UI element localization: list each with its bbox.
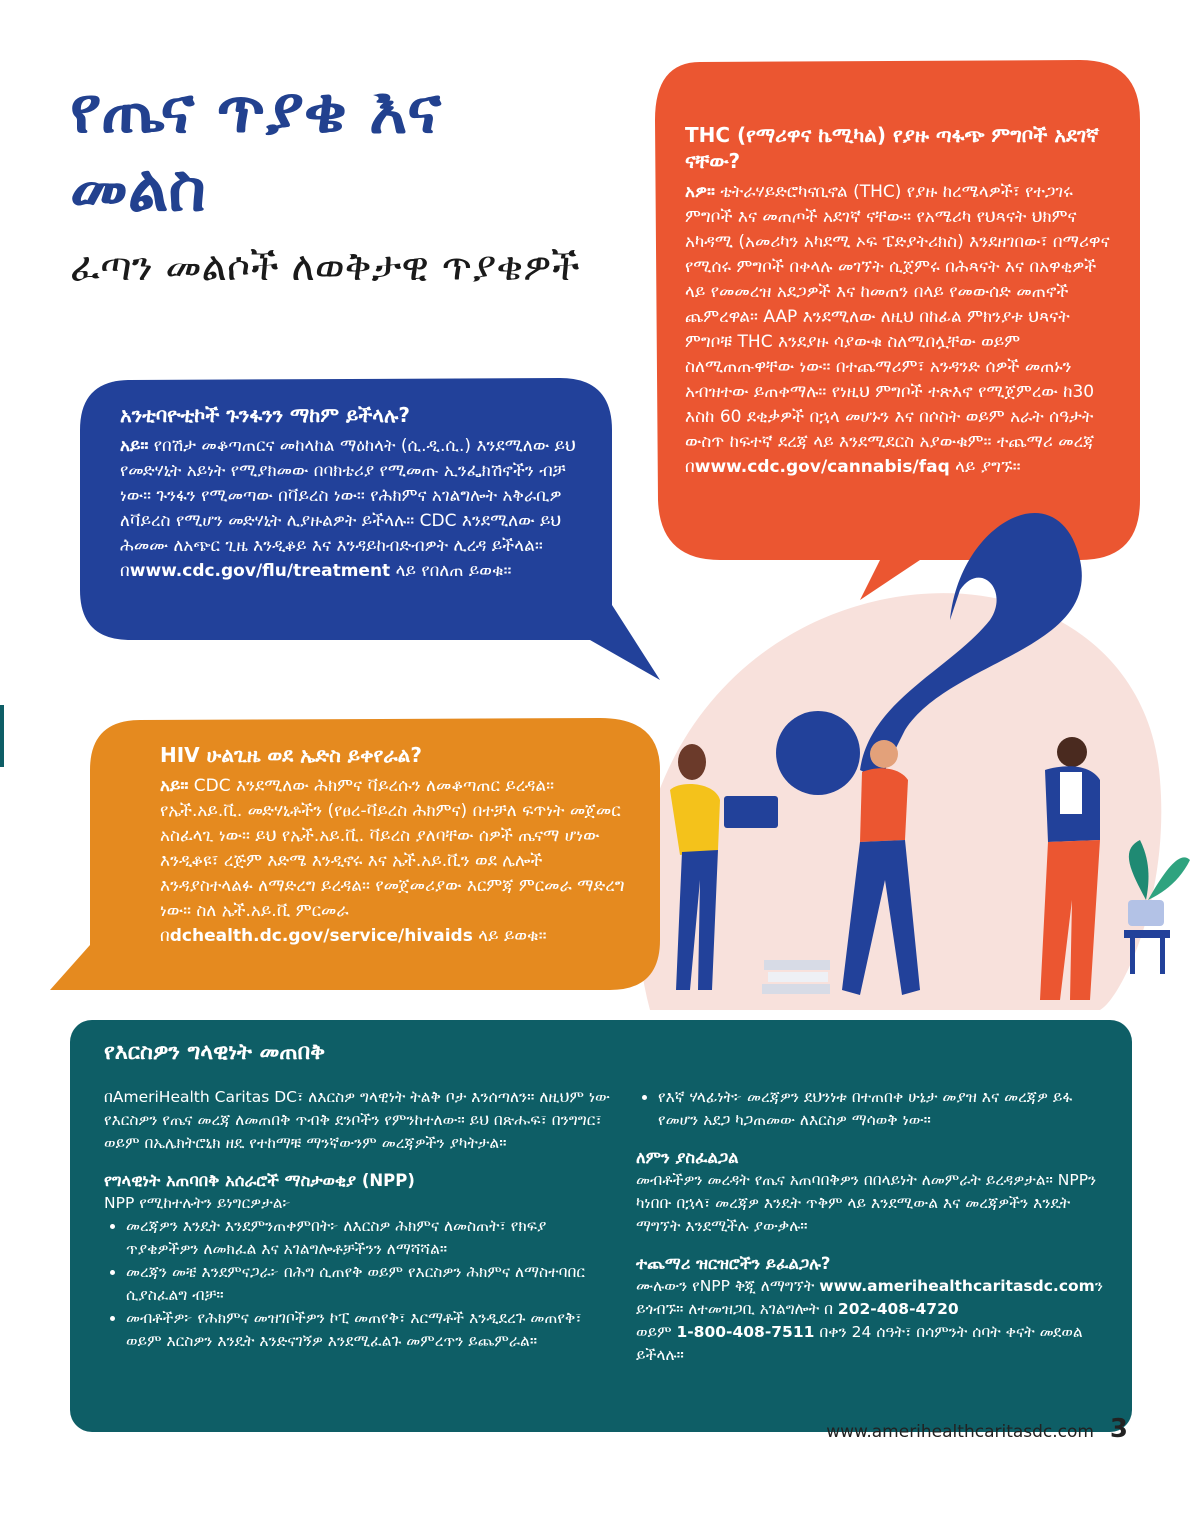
thc-answer-tail: ላይ ያግኙ። [949, 457, 1021, 477]
list-item: • መረጃን መቼ እንደምናጋራ፦ በሕግ ሲጠየቅ ወይም የእርስዎን ሕክምና ለማስተባበር ሲያስፈልግ ብቻ። [126, 1261, 612, 1307]
npp-bullet-list-continued [636, 1086, 1116, 1132]
antibiotics-answer [120, 434, 590, 584]
more-text-part: በቀን 24 ሰዓት፣ በሳምንት ሰባት ቀናት መደወል ይችላሉ። [636, 1323, 1083, 1364]
npp-intro: NPP የሚከተሉትን ይነግርዎታል፦ [104, 1194, 291, 1212]
why-heading: ለምን ያስፈልጋል [636, 1148, 739, 1167]
privacy-left-column [104, 1086, 612, 1353]
hiv-question: HIV ሁልጊዜ ወደ ኤድስ ይቀየራል? [160, 743, 422, 767]
books-icon [762, 960, 830, 994]
why-text: መብቶችዎን መረዳት የጤና አጠባበቅዎን በበላይነት ለመምራት ይረዳዎታል። NPPን ካነበቡ በኋላ፣ መረጃዎ እንዴት ጥቅም ላይ እንደሚውል እና መረጃዎችን እንዴት ማግኘት እንደሚችሉ ያውቃሉ። [636, 1171, 1097, 1235]
website-link[interactable]: www.amerihealthcaritasdc.com [819, 1277, 1095, 1295]
page-title: የጤና ጥያቄ እና መልስ [70, 74, 442, 226]
list-item: • መረጃዎን እንዴት እንደምንጠቀምበት፦ ለእርስዎ ሕክምና ለመስጠት፣ የክፍያ ጥያቄዎችዎን ለመክፈል እና አገልግሎቶቻችንን ለማሻሻል። [126, 1215, 612, 1261]
thc-answer-lead: አዎ። [685, 182, 715, 202]
more-text-part: ሙሉውን የNPP ቅጂ ለማግኘት [636, 1277, 820, 1295]
antibiotics-answer-lead: አይ። [120, 436, 149, 456]
antibiotics-answer-body: የበሽታ መቆጣጠርና መከላከል ማዕከላት (ሲ.ዲ.ሲ.) እንደሚለው ይህ የመድሃኒት አይነት የሚያክመው በባክቴሪያ የሚመጡ ኢንፌክሽኖችን ብቻ ነው። ጉንፋን የሚመጣው በቫይረስ ነው። የሕክምና አገልግሎት አቅራቢዎ ለቫይረስ የሚሆን መድሃኒት ሊያዙልዎት ይችላሉ። CDC እንደሚለው ይህ ሕመሙ ለአጭር ጊዜ እንዲቆይ እና እንዳይከብድብዎት ሊረዳ ይችላል። በ [120, 436, 576, 581]
more-heading: ተጨማሪ ዝርዝሮችን ይፈልጋሉ? [636, 1254, 831, 1273]
list-item: • የእኛ ሃላፊነት፦ መረጃዎን ደህንነቱ በተጠበቀ ሁኔታ መያዝ እና መረጃዎ ይፋ የመሆን አደጋ ካጋጠመው ለእርስዎ ማሳወቅ ነው። [658, 1086, 1116, 1132]
page-number: 3 [1109, 1414, 1128, 1444]
question-dot-icon [776, 711, 860, 795]
more-text-part: ን ይጎብኙ። ለተመዝጋቢ አገልግሎት በ [636, 1277, 1103, 1318]
hiv-link[interactable]: dchealth.dc.gov/service/hivaids [169, 926, 473, 946]
antibiotics-bubble [120, 402, 590, 584]
footer-url[interactable]: www.amerihealthcaritasdc.com [826, 1422, 1094, 1442]
thc-answer [685, 180, 1110, 480]
phone-link[interactable]: 1-800-408-7511 [676, 1323, 815, 1341]
antibiotics-question: አንቲባዮቲኮች ጉንፋንን ማከም ይችላሉ? [120, 403, 410, 427]
hiv-bubble [160, 742, 640, 949]
thc-link[interactable]: www.cdc.gov/cannabis/faq [694, 457, 950, 477]
thc-bubble [685, 122, 1110, 480]
privacy-intro: በAmeriHealth Caritas DC፣ ለእርስዎ ግላዊነት ትልቅ ቦታ እንሰጣለን። ለዚህም ነው የእርስዎን የጤና መረጃ ለመጠበቅ ጥብቅ ደንቦችን የምንከተለው። ይህ በጽሑፍ፣ በንግግር፣ ወይም በኤሌክትሮኒክ ዘዴ የተከማቹ ማንኛውንም መረጃዎችን ያካትታል። [104, 1088, 610, 1152]
privacy-right-column [636, 1086, 1116, 1367]
list-item: • መብቶችዎ፦ የሕክምና መዝገቦችዎን ኮፒ መጠየቅ፣ እርማቶች እንዲደረጉ መጠየቅ፣ ወይም እርስዎን እንዴት እንድናገኝዎ እንደሚፈልጉ መምረጥን ይጨምራል። [126, 1307, 612, 1353]
hiv-answer-tail: ላይ ይወቁ። [472, 926, 547, 946]
antibiotics-answer-tail: ላይ የበለጠ ይወቁ። [390, 561, 512, 581]
npp-heading: የግላዊነት አጠባበቅ አሰራሮች ማስታወቂያ (NPP) [104, 1171, 415, 1190]
antibiotics-link[interactable]: www.cdc.gov/flu/treatment [129, 561, 391, 581]
privacy-title: የእርስዎን ግላዊነት መጠበቅ [104, 1040, 326, 1065]
hiv-answer-lead: አይ። [160, 776, 189, 796]
npp-bullet-list [104, 1215, 612, 1353]
more-text [636, 1275, 1116, 1367]
thc-question: THC (የማሪዋና ኬሚካል) የያዙ ጣፋጭ ምግቦች አደገኛ ናቸው? [685, 123, 1099, 173]
phone-link[interactable]: 202-408-4720 [837, 1300, 959, 1318]
page-subtitle: ፈጣን መልሶች ለወቅታዊ ጥያቄዎች [70, 244, 580, 290]
hiv-answer-body: CDC እንደሚለው ሕክምና ቫይረሱን ለመቆጣጠር ይረዳል። የኤች.አይ.ቪ. መድሃኒቶችን (የፀረ-ቫይረስ ሕክምና) በተቻለ ፍጥነት መጀመር አስፈላጊ ነው። ይህ የኤች.አይ.ቪ. ቫይረስ ያለባቸው ሰዎች ጤናማ ሆነው እንዲቆዩ፣ ረጅም እድሜ እንዲኖሩ እና ኤች.አይ.ቪን ወደ ሌሎች እንዳያስተላልፉ ለማድረግ ይረዳል። የመጀመሪያው እርምጃ ምርመራ ማድረግ ነው። ስለ ኤች.አይ.ቪ ምርመራ በ [160, 776, 625, 946]
thc-answer-body: ቴትራሃይድሮካናቢኖል (THC) የያዙ ከረሜላዎች፣ የተጋገሩ ምግቦች እና መጠጦች አደገኛ ናቸው። የአሜሪካ የህጻናት ህክምና አካዳሚ (አመሪካን አካደሚ ኦፍ ፔድያትሪክስ) እንደዘገበው፣ በማሪዋና የሚሰሩ ምግቦች በቀላሉ መገኘት ሲጀምሩ በሕጻናት እና በአዋቂዎች ላይ የመመረዝ አደጋዎች እና ከመጠን በላይ የመውሰድ መጠኖች ጨምረዋል። AAP እንደሚለው ለዚህ በከፊል ምክንያቱ ህጻናት ምግቦቹ THC እንደያዙ ሳያውቁ ስለሚበሏቸው ወይም ስለሚጠጡዋቸው ነው። በተጨማሪም፣ አንዳንድ ሰዎች መጠኑን አብዝተው ይጠቀማሉ። የነዚህ ምግቦች ተጽእኖ የሚጀምረው ከ30 እስከ 60 ደቂቃዎች በኋላ መሆኑን እና በሶስት ወይም አራት ሰዓታት ውስጥ ከፍተኛ ደረጃ ላይ እንደሚደርስ አያውቁም። ተጨማሪ መረጃ በ [685, 182, 1110, 477]
more-text-part: ወይም [636, 1323, 677, 1341]
hiv-answer [160, 774, 640, 949]
